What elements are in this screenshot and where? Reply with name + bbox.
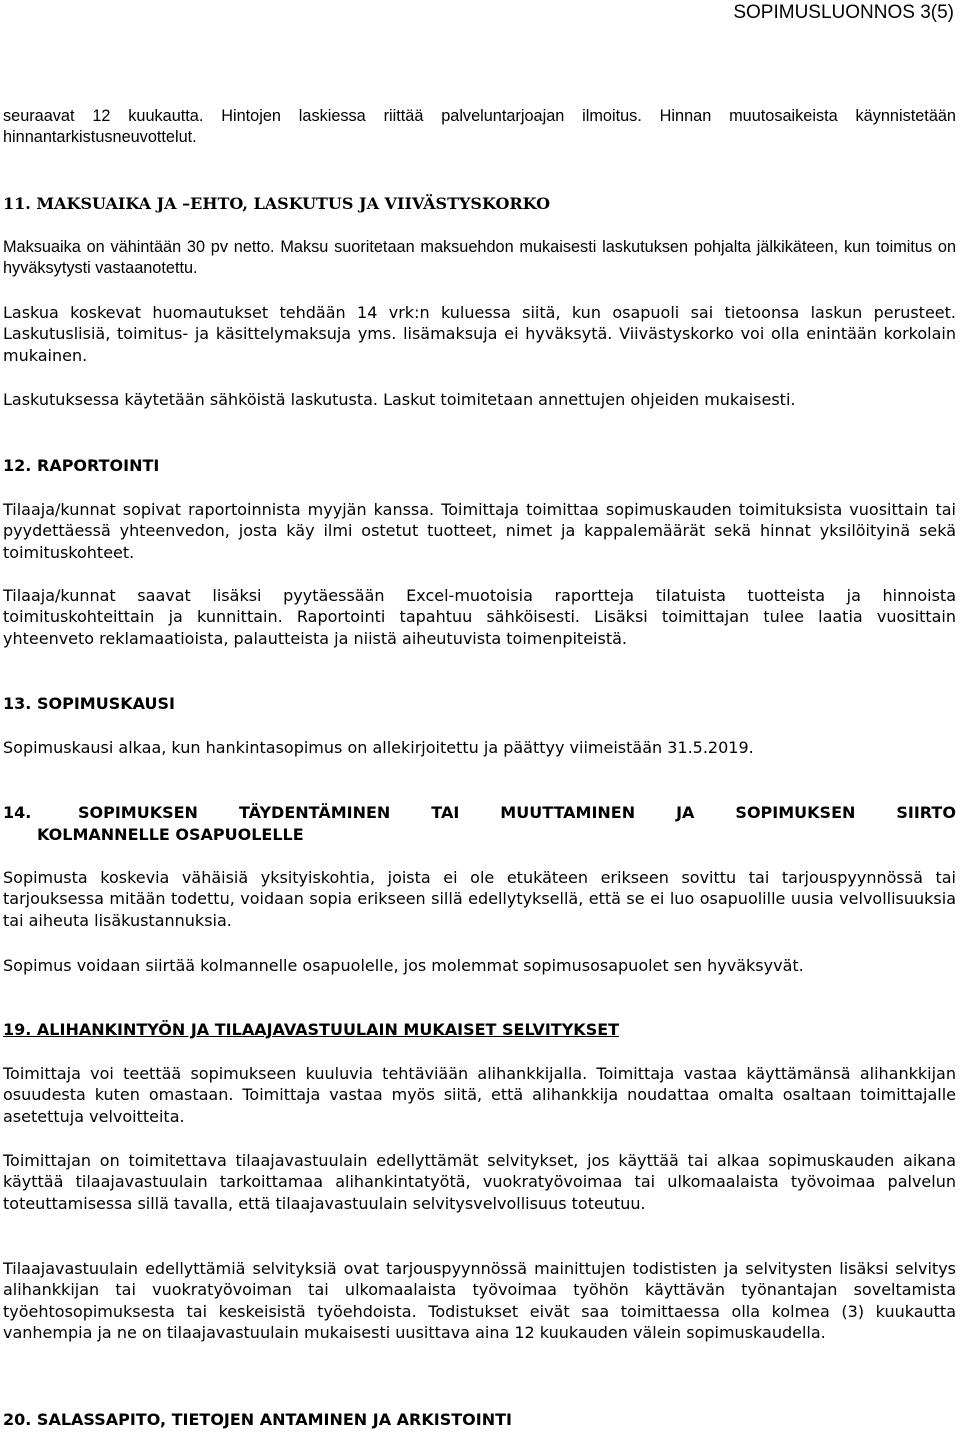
section-12-number: 12. [3,456,32,475]
section-12-heading [3,455,159,477]
section-11-paragraph-2: Laskua koskevat huomautukset tehdään 14 vrk:n kuluessa siitä, kun osapuoli sai tietoonsa laskun perusteet. Laskutuslisiä, toimitus- ja käsittelymaksuja yms. lisämaksuja ei hyväksytä. Viivästyskorko voi olla enintään korkolain mukainen. [3,303,956,365]
section-19-heading: 19. ALIHANKINTYÖN JA TILAAJAVASTUULAIN MUKAISET SELVITYKSET [3,1020,620,1039]
section-19-paragraph-3: Tilaajavastuulain edellyttämiä selvityksiä ovat tarjouspyynnössä mainittujen todististen ja selvitysten lisäksi selvitys alihankkijan tai vuokratyövoiman tai ulkomaalaista työvoimaa työhön käyttävän työnantajan soveltamista työehtosopimuksesta tai keskeisistä työehdoista. Todistukset eivät saa toimittaessa olla kolmea (3) kuukautta vanhempia ja ne on tilaajavastuulain mukaisesti uusittava aina 12 kuukauden välein sopimuskaudella. [3,1259,956,1342]
section-11-heading: 11. MAKSUAIKA JA –EHTO, LASKUTUS JA VIIVÄSTYSKORKO [3,194,551,213]
section-13-number: 13. [3,694,32,713]
section-12-paragraph-2: Tilaaja/kunnat saavat lisäksi pyytäessään Excel-muotoisia raportteja tilatuista tuotteista ja hinnoista toimituskohteittain ja kunnittain. Raportointi tapahtuu sähköisesti. Lisäksi toimittajan tulee laatia vuosittain yhteenveto reklamaatioista, palautteista ja niistä aiheutuvista toimenpiteistä. [3,586,956,648]
intro-paragraph: seuraavat 12 kuukautta. Hintojen laskiessa riittää palveluntarjoajan ilmoitus. Hinnan muutosaikeista käynnistetään hinnantarkistusneuvottelut. [3,107,956,147]
section-14-paragraph-2: Sopimus voidaan siirtää kolmannelle osapuolelle, jos molemmat sopimusosapuolet sen hyväksyvät. [3,956,804,975]
section-14-heading-line-1 [3,802,956,824]
section-14-title-word: TAI [431,803,460,822]
section-14-title-word: SOPIMUKSEN [77,803,198,822]
section-19-paragraph-1: Toimittaja voi teettää sopimukseen kuuluvia tehtäviään alihankkijalla. Toimittaja vastaa käyttämänsä alihankkijan osuudesta kuten omastaan. Toimittaja vastaa myös siitä, että alihankkija noudattaa omalta osaltaan toimittajalle asetettuja velvoitteita. [3,1064,956,1126]
section-13-title: SOPIMUSKAUSI [37,694,175,713]
section-20-heading: 20. SALASSAPITO, TIETOJEN ANTAMINEN JA ARKISTOINTI [3,1410,512,1429]
section-14-heading [3,802,956,846]
section-14-title-word: SIIRTO [896,803,956,822]
section-13-heading [3,693,175,715]
section-19-paragraph-2: Toimittajan on toimitettava tilaajavastuulain edellyttämät selvitykset, jos käyttää tai alkaa sopimuskauden aikana käyttää tilaajavastuulain tarkoittamaa alihankintatyötä, vuokratyövoimaa tai ulkomaalaista työvoimaa palvelun toteuttamisessa sillä tavalla, että tilaajavastuulain selvitysvelvollisuus toteutuu. [3,1151,956,1213]
section-14-title-word: SOPIMUKSEN [735,803,856,822]
section-11-paragraph-1: Maksuaika on vähintään 30 pv netto. Maksu suoritetaan maksuehdon mukaisesti laskutuksen pohjalta jälkikäteen, kun toimitus on hyväksytysti vastaanotettu. [3,238,956,278]
running-header: SOPIMUSLUONNOS 3(5) [733,2,954,23]
section-13-paragraph-1: Sopimuskausi alkaa, kun hankintasopimus on allekirjoitettu ja päättyy viimeistään 31.5.2019. [3,738,754,757]
section-11-paragraph-3: Laskutuksessa käytetään sähköistä laskutusta. Laskut toimitetaan annettujen ohjeiden mukaisesti. [3,390,796,409]
section-14-number: 14. [3,803,32,822]
section-14-title-word: JA [676,803,695,822]
section-14-title-word: TÄYDENTÄMINEN [238,803,391,822]
section-14-paragraph-1: Sopimusta koskevia vähäisiä yksityiskohtia, joista ei ole etukäteen erikseen sovittu tai tarjouspyynnössä tai tarjouksessa mitään todettu, voidaan sopia erikseen sillä edellytyksellä, että se ei luo osapuolille uusia velvollisuuksia tai aiheuta lisäkustannuksia. [3,868,956,930]
section-12-paragraph-1: Tilaaja/kunnat sopivat raportoinnista myyjän kanssa. Toimittaja toimittaa sopimuskauden toimituksista vuosittain tai pyydettäessä yhteenvedon, josta käy ilmi ostetut tuotteet, nimet ja kappalemäärät sekä hinnat yksilöityinä sekä toimituskohteet. [3,500,956,562]
section-14-title-line-2: KOLMANNELLE OSAPUOLELLE [37,825,304,844]
section-14-title-word: MUUTTAMINEN [500,803,636,822]
section-12-title: RAPORTOINTI [37,456,160,475]
